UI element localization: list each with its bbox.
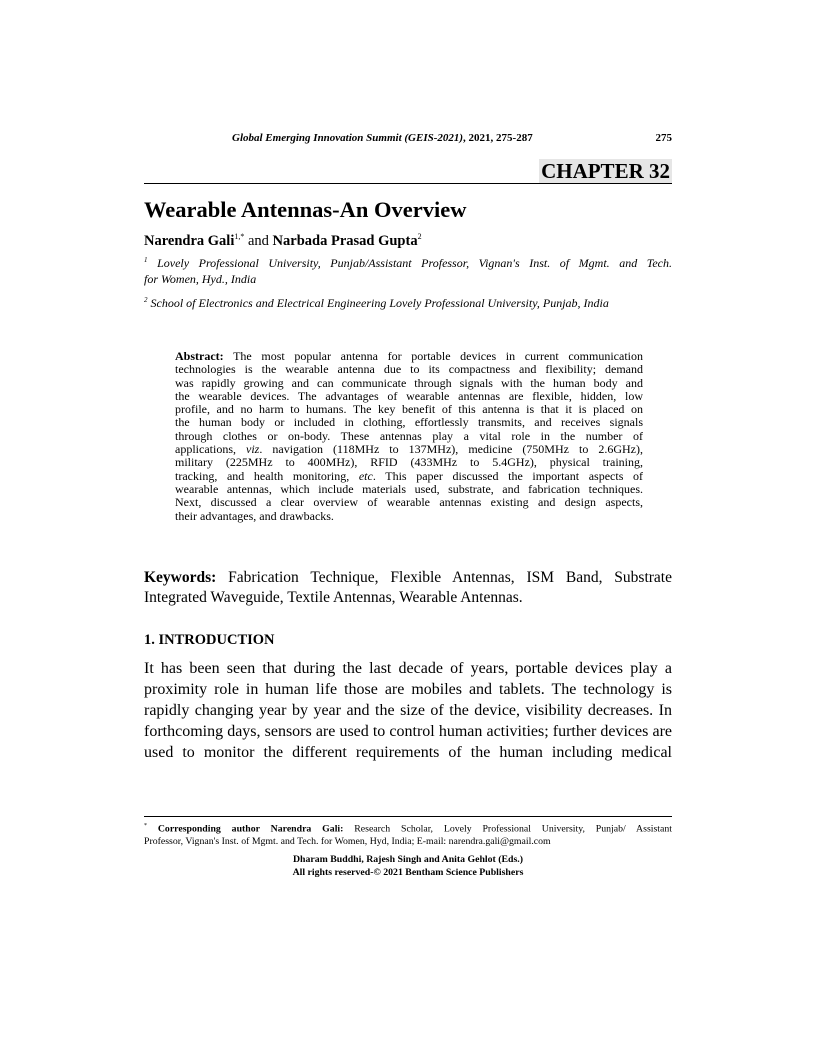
abstract-text: The most popular antenna for portable devices in current communication — [223, 349, 643, 363]
intro-line: It has been seen that during the last decade of years, portable devices play a — [144, 660, 672, 677]
affiliation-text: Lovely Professional University, Punjab/Assistant Professor, Vignan's Inst. of Mgmt. and Tech. — [157, 256, 672, 270]
abstract-line: was rapidly growing and can communicate through signals with the human body and — [175, 375, 643, 390]
author-2-sup: 2 — [417, 232, 422, 241]
journal-details: , 2021, 275-287 — [463, 132, 533, 144]
keywords-line — [144, 568, 672, 588]
abstract-text: . navigation (118MHz to 137MHz), medicine (750MHz to 2.6GHz), — [259, 442, 643, 457]
abstract-line — [175, 350, 643, 363]
abstract-label: Abstract: — [175, 349, 224, 363]
section-heading: 1. INTRODUCTION — [144, 632, 275, 648]
footnote-line: Professor, Vignan's Inst. of Mgmt. and Tech. for Women, Hyd, India; E-mail: narendra.gali@gmail.com — [144, 836, 551, 848]
abstract-line: the wearable devices. The advantages of wearable antennas are flexible, hidden, low — [175, 388, 643, 403]
intro-line: forthcoming days, sensors are used to control human activities; further devices are — [144, 723, 672, 740]
keywords — [144, 568, 672, 608]
intro-line: proximity role in human life those are mobiles and tablets. The technology is — [144, 681, 672, 698]
affiliation-1 — [144, 252, 672, 287]
keywords-label: Keywords: — [144, 569, 217, 586]
footnote-sup: * — [144, 823, 147, 829]
abstract-italic: etc — [358, 468, 373, 483]
footnote-line — [144, 820, 672, 835]
abstract-line — [175, 470, 643, 483]
affiliation-2 — [144, 292, 672, 311]
journal-name: Global Emerging Innovation Summit (GEIS-2021) — [232, 132, 464, 144]
footnote — [144, 820, 672, 848]
affiliation-sup: 2 — [144, 296, 148, 304]
footnote-text: Research Scholar, Lovely Professional University, Punjab/ Assistant — [343, 823, 672, 835]
affiliation-sup: 1 — [144, 256, 148, 264]
author-1-sup: 1,* — [234, 232, 245, 241]
authors — [144, 232, 422, 250]
page-number: 275 — [655, 132, 672, 144]
abstract-line: wearable antennas, which include materials used, substrate, and fabrication techniques. — [175, 481, 643, 496]
intro-line: used to monitor the different requirements of the human including medical — [144, 744, 672, 761]
copyright-line: All rights reserved-© 2021 Bentham Science Publishers — [292, 867, 524, 878]
intro-paragraph — [144, 658, 672, 763]
abstract-text: applications, — [175, 442, 247, 457]
affiliation-line: for Women, Hyd., India — [144, 272, 257, 286]
abstract-line: their advantages, and drawbacks. — [175, 508, 334, 523]
author-and: and — [244, 232, 273, 249]
footnote-rule — [144, 816, 672, 817]
author-1: Narendra Gali — [144, 232, 235, 249]
abstract-line: through clothes or on-body. These antennas play a vital role in the number of — [175, 428, 643, 443]
affiliation-text: School of Electronics and Electrical Engineering Lovely Professional University, Punjab, India — [150, 296, 609, 310]
editors-block — [144, 853, 672, 879]
keywords-line: Integrated Waveguide, Textile Antennas, Wearable Antennas. — [144, 589, 523, 606]
affiliation-line — [144, 252, 672, 271]
chapter-label: CHAPTER 32 — [541, 159, 670, 183]
journal-info — [232, 132, 533, 144]
intro-line: rapidly changing year by year and the size of the device, visibility decreases. In — [144, 702, 672, 719]
author-2: Narbada Prasad Gupta — [272, 232, 418, 249]
abstract-line: profile, and no harm to humans. The key benefit of this antenna is that it is placed on — [175, 402, 643, 417]
header-rule — [144, 183, 672, 184]
editors-line: Dharam Buddhi, Rajesh Singh and Anita Gehlot (Eds.) — [292, 854, 524, 865]
abstract-line: the human body or included in clothing, effortlessly transmits, and receives signals — [175, 415, 643, 430]
page-title: Wearable Antennas-An Overview — [144, 197, 467, 222]
abstract-text: . This paper discussed the important aspects of — [372, 468, 644, 483]
abstract-line: Next, discussed a clear overview of wearable antennas existing and design aspects, — [175, 495, 643, 510]
abstract-line — [175, 443, 643, 456]
keywords-text: Fabrication Technique, Flexible Antennas, ISM Band, Substrate — [216, 569, 672, 586]
abstract-italic: viz — [246, 442, 260, 457]
abstract-text: tracking, and health monitoring, — [175, 468, 359, 483]
abstract-line: military (225MHz to 400MHz), RFID (433MHz to 5.4GHz), physical training, — [175, 455, 643, 470]
footnote-label: Corresponding author Narendra Gali: — [147, 823, 344, 835]
abstract — [175, 350, 643, 523]
abstract-line: technologies is the wearable antenna due to its compactness and flexibility; demand — [175, 362, 643, 377]
